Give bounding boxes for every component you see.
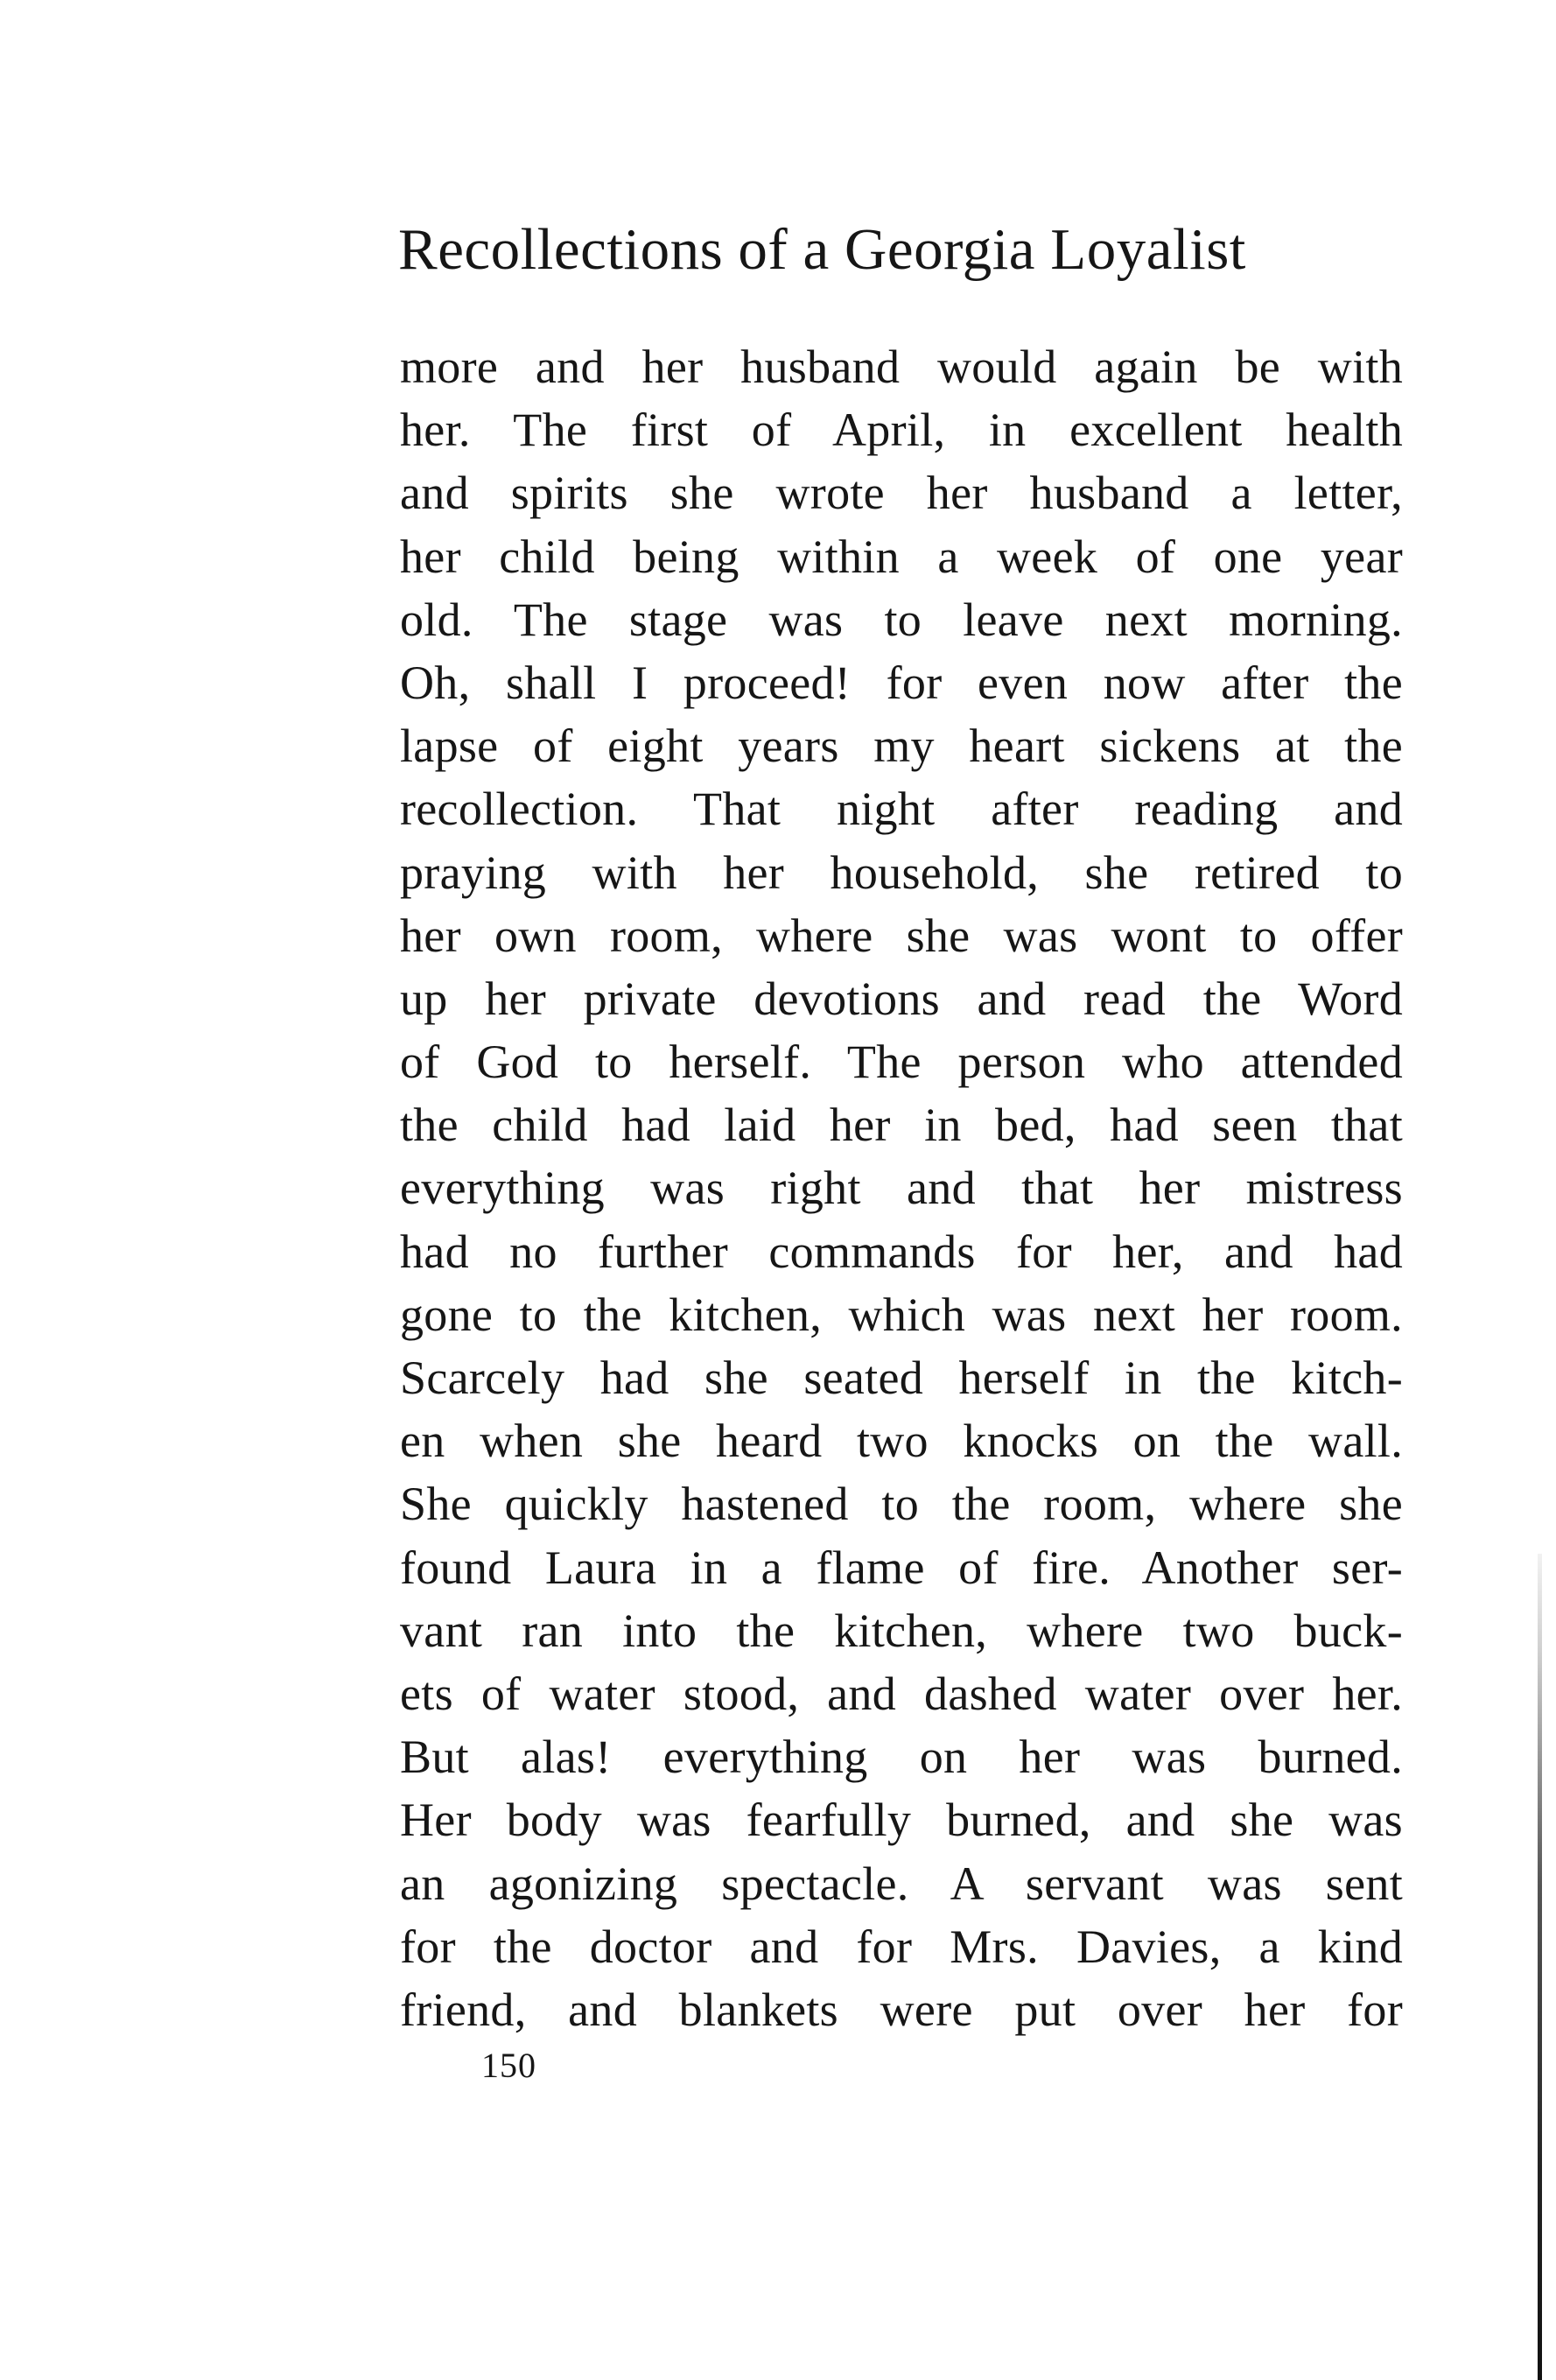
text-line: old. The stage was to leave next morning.: [400, 593, 1403, 646]
text-line: everything was right and that her mistress: [400, 1162, 1403, 1215]
text-line: Scarcely had she seated herself in the kitch-: [400, 1351, 1403, 1404]
text-line: praying with her household, she retired to: [400, 846, 1403, 899]
text-line: her. The first of April, in excellent health: [400, 404, 1403, 457]
page-number: 150: [481, 2046, 536, 2085]
text-line: friend, and blankets were put over her for: [400, 1983, 1403, 2036]
text-line: lapse of eight years my heart sickens at the: [400, 720, 1403, 773]
body-text: [400, 335, 1403, 2041]
text-line: But alas! everything on her was burned.: [400, 1731, 1403, 1784]
scan-edge-shadow: [1538, 1554, 1542, 2380]
text-line: her child being within a week of one year: [400, 530, 1403, 583]
text-line: en when she heard two knocks on the wall.: [400, 1415, 1403, 1468]
text-line: vant ran into the kitchen, where two buck-: [400, 1604, 1403, 1657]
text-line: her own room, where she was wont to offer: [400, 909, 1403, 962]
text-line: had no further commands for her, and had: [400, 1225, 1403, 1278]
text-line: for the doctor and for Mrs. Davies, a kind: [400, 1920, 1403, 1973]
text-line: more and her husband would again be with: [400, 341, 1403, 393]
text-line: gone to the kitchen, which was next her room.: [400, 1288, 1403, 1341]
text-line: found Laura in a flame of fire. Another ser-: [400, 1541, 1403, 1594]
text-line: of God to herself. The person who attended: [400, 1036, 1403, 1089]
text-line: up her private devotions and read the Word: [400, 972, 1403, 1025]
text-line: Oh, shall I proceed! for even now after the: [400, 656, 1403, 709]
text-line: Her body was fearfully burned, and she was: [400, 1794, 1403, 1847]
text-line: recollection. That night after reading and: [400, 783, 1403, 836]
text-line: ets of water stood, and dashed water over her.: [400, 1667, 1403, 1720]
running-head: Recollections of a Georgia Loyalist: [398, 217, 1246, 282]
text-line: an agonizing spectacle. A servant was sent: [400, 1857, 1403, 1910]
text-line: and spirits she wrote her husband a letter,: [400, 467, 1403, 520]
text-line: the child had laid her in bed, had seen that: [400, 1099, 1403, 1152]
text-line: She quickly hastened to the room, where she: [400, 1478, 1403, 1531]
